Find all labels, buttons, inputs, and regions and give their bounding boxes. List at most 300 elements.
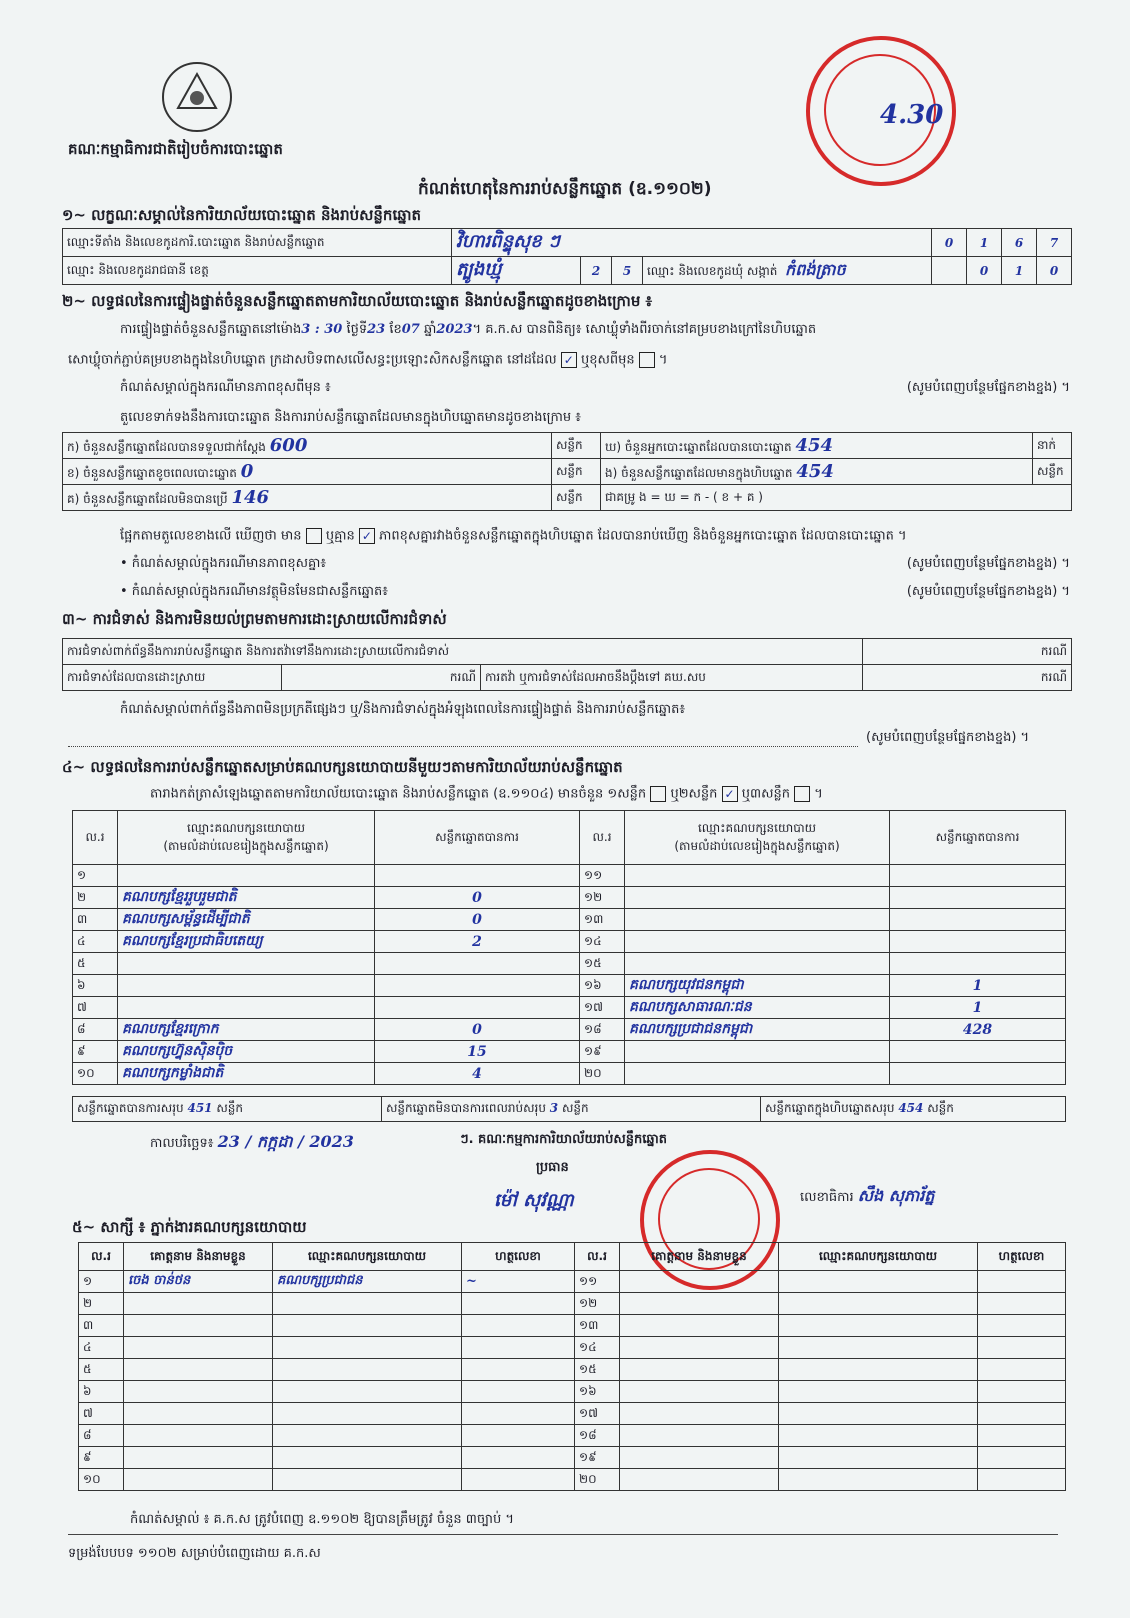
received-unit: សន្លឹក	[552, 433, 601, 459]
results-row	[73, 931, 1066, 953]
section5-heading: ៥~ សាក្សី ៖ ភ្នាក់ងារគណបក្សនយោបាយ	[72, 1218, 307, 1236]
voters-value: 454	[795, 434, 834, 456]
secretary-label: លេខាធិការ	[800, 1190, 854, 1205]
witness-no-left: ២	[79, 1293, 124, 1315]
objection-fill: (សូមបំពេញបន្ថែមផ្នែកខាងខ្នង) ។	[866, 730, 1030, 745]
bullet-object-label: • កំណត់សម្គាល់ក្នុងករណីមានវត្ថុមិនមែនជាសន្លឹកឆ្នោត៖	[120, 584, 388, 599]
footnote: កំណត់សម្គាល់ ៖ គ.ក.ស ត្រូវបំពេញ ឧ.១១០២ ឱ្យបានត្រឹមត្រូវ ចំនួន ៣ច្បាប់ ។	[130, 1512, 514, 1527]
witness-party-right	[779, 1315, 978, 1337]
witness-col-no-right: ល.រ	[575, 1243, 620, 1271]
witness-row	[79, 1447, 1066, 1469]
witness-name-left	[124, 1447, 273, 1469]
three-sheets-checkbox[interactable]	[794, 786, 810, 802]
secretary-signature: សឹង សុភារ័ត្ន	[857, 1186, 935, 1205]
results-votes-left	[375, 953, 580, 975]
objection-table	[62, 638, 1072, 691]
witness-row	[79, 1271, 1066, 1293]
total-valid-label: សន្លឹកឆ្នោតបានការសរុប	[77, 1101, 184, 1115]
witness-name-left	[124, 1337, 273, 1359]
results-votes-left: 0	[375, 887, 580, 909]
total-invalid-unit: សន្លឹក	[561, 1101, 589, 1115]
appeal-case: ករណី	[863, 665, 1072, 691]
witness-sign-right	[978, 1447, 1066, 1469]
verification-year: 2023	[436, 322, 473, 337]
compare-text-a: ផ្អែកតាមតួលេខខាងលើ ឃើញថា មាន	[120, 528, 302, 544]
witness-col-party-right: ឈ្មោះគណបក្សនយោបាយ	[779, 1243, 978, 1271]
objection-row1-label: ការជំទាស់ពាក់ព័ន្ធនឹងការរាប់សន្លឹកឆ្នោត និងការតវ៉ាទៅនឹងការដោះស្រាយលើការជំទាស់	[63, 639, 863, 665]
witness-name-left	[124, 1315, 273, 1337]
witness-sign-left	[462, 1425, 575, 1447]
witness-party-left	[273, 1359, 462, 1381]
witness-name-left	[124, 1425, 273, 1447]
totals-bar	[72, 1096, 1066, 1122]
received-cell	[63, 433, 552, 459]
witness-party-right	[779, 1381, 978, 1403]
bullet-diff-line	[120, 556, 1070, 572]
seal-line: សោឃ្លុំចាក់ភ្ជាប់គម្របខាងក្នុងនៃហិបឆ្នោត ក្រដាសបិទពាសលើសន្ធះប្រឡោះសិកសន្លឹកឆ្នោត នៅដដែល ✓ ឬខុសពីមុន ។	[68, 352, 668, 368]
witness-name-left	[124, 1403, 273, 1425]
witness-row	[79, 1469, 1066, 1491]
results-votes-left	[375, 975, 580, 997]
witness-no-right: ២០	[575, 1469, 620, 1491]
results-row	[73, 975, 1066, 997]
commune-label: ឈ្មោះ និងលេខកូដឃុំ សង្កាត់	[647, 263, 778, 278]
witness-party-left	[273, 1315, 462, 1337]
witness-sign-right	[978, 1425, 1066, 1447]
org-name: គណៈកម្មាធិការជាតិរៀបចំការបោះឆ្នោត	[68, 140, 283, 158]
total-valid-value: 451	[187, 1101, 213, 1115]
results-col-party-right-1: ឈ្មោះគណបក្សនយោបាយ	[697, 820, 817, 835]
witness-name-left	[124, 1359, 273, 1381]
witness-sign-right	[978, 1271, 1066, 1293]
location-code-4: 7	[1037, 229, 1072, 257]
voters-unit: នាក់	[1033, 433, 1072, 459]
results-col-votes-right: សន្លឹកឆ្នោតបានការ	[890, 811, 1066, 865]
tally-text-a: តារាងកត់ត្រាសំឡេងឆ្នោតតាមការិយាល័យបោះឆ្នោត និងរាប់សន្លឹកឆ្នោត (ឧ.១១០៤) មានចំនួន ១សន្លឹក	[150, 786, 647, 802]
results-votes-right: 1	[890, 997, 1066, 1019]
results-party-right	[625, 953, 890, 975]
location-code-2: 1	[967, 229, 1002, 257]
witness-col-name-left: គោត្តនាម និងនាមខ្លួន	[124, 1243, 273, 1271]
results-col-party-left-2: (តាមលំដាប់លេខរៀងក្នុងសន្លឹកឆ្នោត)	[163, 838, 329, 853]
objection-note: កំណត់សម្គាល់ពាក់ព័ន្ធនឹងភាពមិនប្រក្រតីផ្សេងៗ ឬ/និងការជំទាស់ក្នុងអំឡុងពេលនៃការផ្ទៀងផ្ទាត់ និងការរាប់សន្លឹកឆ្នោត៖	[120, 702, 686, 717]
verification-time: 3 : 30	[301, 322, 343, 337]
results-party-right: គណបក្សប្រជាជនកម្ពុជា	[625, 1019, 890, 1041]
results-party-left	[118, 997, 375, 1019]
witness-row	[79, 1293, 1066, 1315]
verification-text-d: ឆ្នាំ	[423, 322, 437, 337]
seal-text: សោឃ្លុំចាក់ភ្ជាប់គម្របខាងក្នុងនៃហិបឆ្នោត ក្រដាសបិទពាសលើសន្ធះប្រឡោះសិកសន្លឹកឆ្នោត នៅដដែល	[68, 352, 557, 368]
witness-sign-right	[978, 1359, 1066, 1381]
witness-name-right	[620, 1315, 779, 1337]
witness-no-left: ៧	[79, 1403, 124, 1425]
bullet-object-line	[120, 584, 1070, 600]
witness-sign-right	[978, 1315, 1066, 1337]
witness-party-right	[779, 1403, 978, 1425]
witness-no-right: ១៩	[575, 1447, 620, 1469]
results-votes-right	[890, 953, 1066, 975]
figures-intro: តួលេខទាក់ទងនឹងការបោះឆ្នោត និងការរាប់សន្លឹកឆ្នោតដែលមានក្នុងហិបឆ្នោតមានដូចខាងក្រោម ៖	[120, 410, 581, 425]
inbox-value: 454	[796, 460, 834, 482]
witness-col-sign-right: ហត្ថលេខា	[978, 1243, 1066, 1271]
results-votes-left	[375, 865, 580, 887]
witness-sign-left	[462, 1447, 575, 1469]
witness-party-left	[273, 1469, 462, 1491]
total-box-unit: សន្លឹក	[927, 1101, 954, 1115]
witness-col-sign-left: ហត្ថលេខា	[462, 1243, 575, 1271]
form-footer: ទម្រង់បែបបទ ១១០២ សម្រាប់បំពេញដោយ គ.ក.ស	[68, 1546, 321, 1561]
witness-party-left	[273, 1337, 462, 1359]
section4-heading: ៤~ លទ្ធផលនៃការរាប់សន្លឹកឆ្នោតសម្រាប់គណបក្សនយោបាយនីមួយៗតាមការិយាល័យរាប់សន្លឹកឆ្នោត	[62, 758, 623, 776]
witness-sign-right	[978, 1381, 1066, 1403]
results-party-left: គណបក្សខ្មែរប្រជាធិបតេយ្យ	[118, 931, 375, 953]
witness-no-right: ១៥	[575, 1359, 620, 1381]
results-votes-right	[890, 1041, 1066, 1063]
results-no-right: ១៣	[580, 909, 625, 931]
province-code-1: 2	[581, 257, 612, 285]
section1-heading: ១~ លក្ខណៈសម្គាល់នៃការិយាល័យបោះឆ្នោត និងរាប់សន្លឹកឆ្នោត	[62, 206, 422, 224]
results-votes-left	[375, 997, 580, 1019]
witness-sign-left	[462, 1469, 575, 1491]
changed-checkbox[interactable]	[639, 352, 655, 368]
date-line	[150, 1132, 354, 1152]
voters-cell	[601, 433, 1033, 459]
witness-party-left	[273, 1293, 462, 1315]
witness-table	[78, 1242, 1066, 1491]
witness-name-right	[620, 1293, 779, 1315]
tally-sheet-line: តារាងកត់ត្រាសំឡេងឆ្នោតតាមការិយាល័យបោះឆ្នោត និងរាប់សន្លឹកឆ្នោត (ឧ.១១០៤) មានចំនួន ១សន្លឹក ឬ២សន្លឹក ✓ ឬ៣សន្លឹក ។	[150, 786, 823, 802]
witness-col-name-right: គោត្តនាម និងនាមខ្លួន	[620, 1243, 779, 1271]
chair-signature: ម៉ៅ សុវណ្ណា	[494, 1190, 574, 1211]
results-party-left	[118, 975, 375, 997]
results-table	[72, 810, 1066, 1085]
chair-label: ប្រធាន	[536, 1160, 569, 1175]
witness-sign-left	[462, 1293, 575, 1315]
witness-party-right	[779, 1425, 978, 1447]
verification-line	[120, 322, 816, 338]
total-invalid-value: 3	[549, 1101, 559, 1115]
unused-cell	[63, 485, 552, 511]
witness-party-left	[273, 1403, 462, 1425]
witness-party-right	[779, 1469, 978, 1491]
stamp-handwritten-time: 4.30	[880, 100, 944, 130]
witness-name-right	[620, 1425, 779, 1447]
results-party-right	[625, 909, 890, 931]
note-diff-label: កំណត់សម្គាល់ក្នុងករណីមានភាពខុសពីមុន ៖	[120, 380, 331, 395]
results-party-left: គណបក្សខ្មែរក្រោក	[118, 1019, 375, 1041]
resolved-case: ករណី	[282, 665, 481, 691]
witness-row	[79, 1425, 1066, 1447]
witness-no-right: ១៨	[575, 1425, 620, 1447]
total-invalid-cell	[382, 1097, 761, 1121]
appeal-label: ការតវ៉ា ឬការជំទាស់ដែលអាចនឹងប្តឹងទៅ គឃ.សប	[481, 665, 863, 691]
one-sheet-checkbox[interactable]	[650, 786, 666, 802]
witness-row	[79, 1337, 1066, 1359]
date-label: កាលបរិច្ឆេទ៖	[150, 1136, 214, 1151]
location-label: ឈ្មោះទីតាំង និងលេខកូដការិ.បោះឆ្នោត និងរាប់សន្លឹកឆ្នោត	[63, 229, 452, 257]
results-votes-left: 0	[375, 909, 580, 931]
witness-no-right: ១៤	[575, 1337, 620, 1359]
results-votes-left: 2	[375, 931, 580, 953]
witness-party-right	[779, 1447, 978, 1469]
inbox-unit: សន្លឹក	[1033, 459, 1072, 485]
witness-sign-left	[462, 1337, 575, 1359]
witness-name-right	[620, 1447, 779, 1469]
results-party-right: គណបក្សសាធារណៈជន	[625, 997, 890, 1019]
spoiled-label: ខ) ចំនួនសន្លឹកឆ្នោតខូចពេលបោះឆ្នោត	[67, 465, 237, 480]
witness-name-left	[124, 1469, 273, 1491]
received-label: ក) ចំនួនសន្លឹកឆ្នោតដែលបានទទួលជាក់ស្តែង	[67, 439, 266, 454]
changed-label: ឬខុសពីមុន	[580, 352, 635, 368]
section3-heading: ៣~ ការជំទាស់ និងការមិនយល់ព្រមតាមការដោះស្រាយលើការជំទាស់	[62, 610, 447, 628]
spoiled-value: 0	[240, 460, 254, 482]
secretary-line	[800, 1186, 934, 1206]
results-party-right	[625, 887, 890, 909]
unchanged-checkbox[interactable]: ✓	[561, 352, 577, 368]
witness-party-right	[779, 1271, 978, 1293]
results-party-left: គណបក្សកម្លាំងជាតិ	[118, 1063, 375, 1085]
commune-value: កំពង់ត្រាច	[785, 259, 846, 279]
witness-sign-left	[462, 1315, 575, 1337]
witness-sign-left	[462, 1381, 575, 1403]
witness-sign-left	[462, 1359, 575, 1381]
results-votes-right: 428	[890, 1019, 1066, 1041]
two-sheets-checkbox[interactable]: ✓	[722, 786, 738, 802]
province-value: ត្បូងឃ្មុំ	[452, 257, 581, 285]
witness-no-right: ១១	[575, 1271, 620, 1293]
commune-code-1: 0	[967, 257, 1002, 285]
witness-row	[79, 1359, 1066, 1381]
total-box-label: សន្លឹកឆ្នោតក្នុងហិបឆ្នោតសរុប	[765, 1101, 895, 1115]
results-votes-right: 1	[890, 975, 1066, 997]
results-col-party-right-2: (តាមលំដាប់លេខរៀងក្នុងសន្លឹកឆ្នោត)	[674, 838, 840, 853]
resolved-label: ការជំទាស់ដែលបានដោះស្រាយ	[63, 665, 282, 691]
witness-no-right: ១៧	[575, 1403, 620, 1425]
witness-name-left: ចេង ចាន់ថន	[124, 1271, 273, 1293]
results-no-left: ៤	[73, 931, 118, 953]
witness-no-left: ៤	[79, 1337, 124, 1359]
inbox-label: ង) ចំនួនសន្លឹកឆ្នោតដែលមានក្នុងហិបឆ្នោត	[605, 465, 793, 480]
witness-name-right	[620, 1403, 779, 1425]
commune-code-3: 0	[1037, 257, 1072, 285]
unused-value: 146	[231, 486, 270, 508]
results-col-no-right: ល.រ	[580, 811, 625, 865]
witness-party-left	[273, 1447, 462, 1469]
results-row	[73, 997, 1066, 1019]
total-valid-unit: សន្លឹក	[216, 1101, 244, 1115]
witness-name-right	[620, 1271, 779, 1293]
results-col-no-left: ល.រ	[73, 811, 118, 865]
results-party-left: គណបក្សខ្មែររួបរួមជាតិ	[118, 887, 375, 909]
voters-label: ឃ) ចំនួនអ្នកបោះឆ្នោតដែលបានបោះឆ្នោត	[605, 439, 792, 454]
witness-col-party-left: ឈ្មោះគណបក្សនយោបាយ	[273, 1243, 462, 1271]
witness-party-right	[779, 1359, 978, 1381]
witness-no-right: ១៣	[575, 1315, 620, 1337]
total-box-value: 454	[898, 1101, 924, 1115]
results-no-right: ១៩	[580, 1041, 625, 1063]
compare-text-b: ឬគ្មាន	[325, 528, 355, 544]
witness-party-right	[779, 1293, 978, 1315]
compare-text-c: ភាពខុសគ្នារវាងចំនួនសន្លឹកឆ្នោតក្នុងហិបឆ្នោត ដែលបានរាប់ឃើញ និងចំនួនអ្នកបោះឆ្នោត ដែលបានបោះឆ្នោត ។	[379, 528, 907, 544]
witness-no-left: ៦	[79, 1381, 124, 1403]
verification-text-b: ថ្ងៃទី	[346, 322, 368, 337]
verification-month: 07	[401, 322, 420, 337]
witness-party-left: គណបក្សប្រជាជន	[273, 1271, 462, 1293]
inbox-cell	[601, 459, 1033, 485]
results-no-left: ៣	[73, 909, 118, 931]
results-party-left	[118, 953, 375, 975]
results-row	[73, 887, 1066, 909]
witness-name-right	[620, 1469, 779, 1491]
witness-row	[79, 1315, 1066, 1337]
province-code-2: 5	[612, 257, 643, 285]
results-no-left: ២	[73, 887, 118, 909]
witness-sign-right	[978, 1403, 1066, 1425]
results-votes-right	[890, 909, 1066, 931]
results-no-right: ១៨	[580, 1019, 625, 1041]
results-party-left	[118, 865, 375, 887]
results-row	[73, 1063, 1066, 1085]
formula: ជាគម្រូ ង = ឃ = ក - ( ខ + គ )	[601, 485, 1072, 511]
witness-sign-right	[978, 1337, 1066, 1359]
note-diff-fill: (សូមបំពេញបន្ថែមផ្នែកខាងខ្នង) ។	[906, 380, 1070, 395]
witness-sign-left: ~	[462, 1271, 575, 1293]
witness-no-left: ១	[79, 1271, 124, 1293]
nec-emblem	[158, 58, 236, 136]
footer-rule	[68, 1534, 1058, 1535]
date-value: 23 / កក្កដា / 2023	[217, 1132, 354, 1151]
results-row	[73, 865, 1066, 887]
location-code-3: 6	[1002, 229, 1037, 257]
results-no-right: ១៦	[580, 975, 625, 997]
commune-cell	[643, 257, 932, 285]
results-votes-right	[890, 1063, 1066, 1085]
location-code-1: 0	[932, 229, 967, 257]
results-col-party-right	[625, 811, 890, 865]
witness-row	[79, 1381, 1066, 1403]
results-votes-right	[890, 887, 1066, 909]
verification-text-c: ខែ	[389, 322, 402, 337]
unused-unit: សន្លឹក	[552, 485, 601, 511]
results-party-right	[625, 865, 890, 887]
results-no-right: ១៤	[580, 931, 625, 953]
results-party-right: គណបក្សយុវជនកម្ពុជា	[625, 975, 890, 997]
results-no-right: ១២	[580, 887, 625, 909]
results-col-party-left	[118, 811, 375, 865]
results-no-left: ១០	[73, 1063, 118, 1085]
witness-name-right	[620, 1381, 779, 1403]
verification-text-a: ការផ្ទៀងផ្ទាត់ចំនួនសន្លឹកឆ្នោតនៅម៉ោង	[120, 322, 302, 337]
diff-yes-checkbox[interactable]	[306, 528, 322, 544]
total-invalid-label: សន្លឹកឆ្នោតមិនបានការពេលរាប់សរុប	[386, 1101, 546, 1115]
results-votes-right	[890, 931, 1066, 953]
spoiled-cell	[63, 459, 552, 485]
total-valid-cell	[73, 1097, 382, 1121]
witness-no-right: ១៦	[575, 1381, 620, 1403]
spoiled-unit: សន្លឹក	[552, 459, 601, 485]
location-table	[62, 228, 1072, 285]
province-label: ឈ្មោះ និងលេខកូដរាជធានី ខេត្ត	[63, 257, 452, 285]
figures-table	[62, 432, 1072, 511]
witness-sign-right	[978, 1469, 1066, 1491]
witness-no-right: ១២	[575, 1293, 620, 1315]
witness-name-left	[124, 1381, 273, 1403]
objection-row1-case: ករណី	[863, 639, 1072, 665]
witness-name-right	[620, 1337, 779, 1359]
results-votes-right	[890, 865, 1066, 887]
results-row	[73, 909, 1066, 931]
results-no-left: ៧	[73, 997, 118, 1019]
witness-name-left	[124, 1293, 273, 1315]
commune-code-2: 1	[1002, 257, 1037, 285]
results-row	[73, 1019, 1066, 1041]
objection-note-dots	[68, 746, 858, 747]
results-party-right	[625, 931, 890, 953]
bullet-diff-fill: (សូមបំពេញបន្ថែមផ្នែកខាងខ្នង) ។	[906, 556, 1070, 571]
commune-code-empty	[932, 257, 967, 285]
results-no-left: ៩	[73, 1041, 118, 1063]
received-value: 600	[269, 434, 308, 456]
witness-row	[79, 1403, 1066, 1425]
results-no-left: ៨	[73, 1019, 118, 1041]
witness-party-right	[779, 1337, 978, 1359]
total-box-cell	[761, 1097, 1065, 1121]
committee-label: ៗ. គណៈកម្មការការិយាល័យរាប់សន្លឹកឆ្នោត	[460, 1132, 668, 1147]
witness-no-left: ៥	[79, 1359, 124, 1381]
results-row	[73, 953, 1066, 975]
results-col-votes-left: សន្លឹកឆ្នោតបានការ	[375, 811, 580, 865]
form-title: កំណត់ហេតុនៃការរាប់សន្លឹកឆ្នោត (ឧ.១១០២)	[418, 179, 712, 199]
bullet-diff-label: • កំណត់សម្គាល់ក្នុងករណីមានភាពខុសគ្នា៖	[120, 556, 327, 571]
results-no-right: ១១	[580, 865, 625, 887]
unused-label: គ) ចំនួនសន្លឹកឆ្នោតដែលមិនបានប្រើ	[67, 491, 228, 506]
results-no-left: ៦	[73, 975, 118, 997]
results-party-right	[625, 1063, 890, 1085]
results-col-party-left-1: ឈ្មោះគណបក្សនយោបាយ	[186, 820, 306, 835]
witness-col-no-left: ល.រ	[79, 1243, 124, 1271]
witness-party-left	[273, 1381, 462, 1403]
results-party-left: គណបក្សសម្ព័ន្ធដើម្បីជាតិ	[118, 909, 375, 931]
results-votes-left: 0	[375, 1019, 580, 1041]
results-no-right: ២០	[580, 1063, 625, 1085]
results-no-right: ១៥	[580, 953, 625, 975]
witness-no-left: ១០	[79, 1469, 124, 1491]
results-party-left: គណបក្សហ្វ៊ុនស៊ិនប៉ិច	[118, 1041, 375, 1063]
results-votes-left: 4	[375, 1063, 580, 1085]
witness-no-left: ៨	[79, 1425, 124, 1447]
note-diff-line	[120, 380, 1070, 396]
results-votes-left: 15	[375, 1041, 580, 1063]
tally-text-c: ឬ៣សន្លឹក	[741, 786, 790, 802]
witness-no-left: ៣	[79, 1315, 124, 1337]
tally-text-b: ឬ២សន្លឹក	[670, 786, 718, 802]
witness-name-right	[620, 1359, 779, 1381]
compare-line	[120, 528, 907, 544]
verification-day: 23	[367, 322, 386, 337]
verification-text-e: ។ គ.ក.ស បានពិនិត្យ៖ សោឃ្លុំទាំងពីរចាក់នៅគម្របខាងក្រៅនៃហិបឆ្នោត	[472, 322, 817, 337]
location-value: វិហារពិន្ទុសុខ ៗ	[452, 229, 932, 257]
bullet-object-fill: (សូមបំពេញបន្ថែមផ្នែកខាងខ្នង) ។	[906, 584, 1070, 599]
section2-heading: ២~ លទ្ធផលនៃការផ្ទៀងផ្ទាត់ចំនួនសន្លឹកឆ្នោតតាមការិយាល័យបោះឆ្នោត និងរាប់សន្លឹកឆ្នោតដូចខាងក្រោម ៖	[62, 292, 653, 310]
diff-no-checkbox[interactable]: ✓	[359, 528, 375, 544]
witness-party-left	[273, 1425, 462, 1447]
results-no-right: ១៧	[580, 997, 625, 1019]
results-no-left: ១	[73, 865, 118, 887]
results-row	[73, 1041, 1066, 1063]
witness-no-left: ៩	[79, 1447, 124, 1469]
results-party-right	[625, 1041, 890, 1063]
results-no-left: ៥	[73, 953, 118, 975]
